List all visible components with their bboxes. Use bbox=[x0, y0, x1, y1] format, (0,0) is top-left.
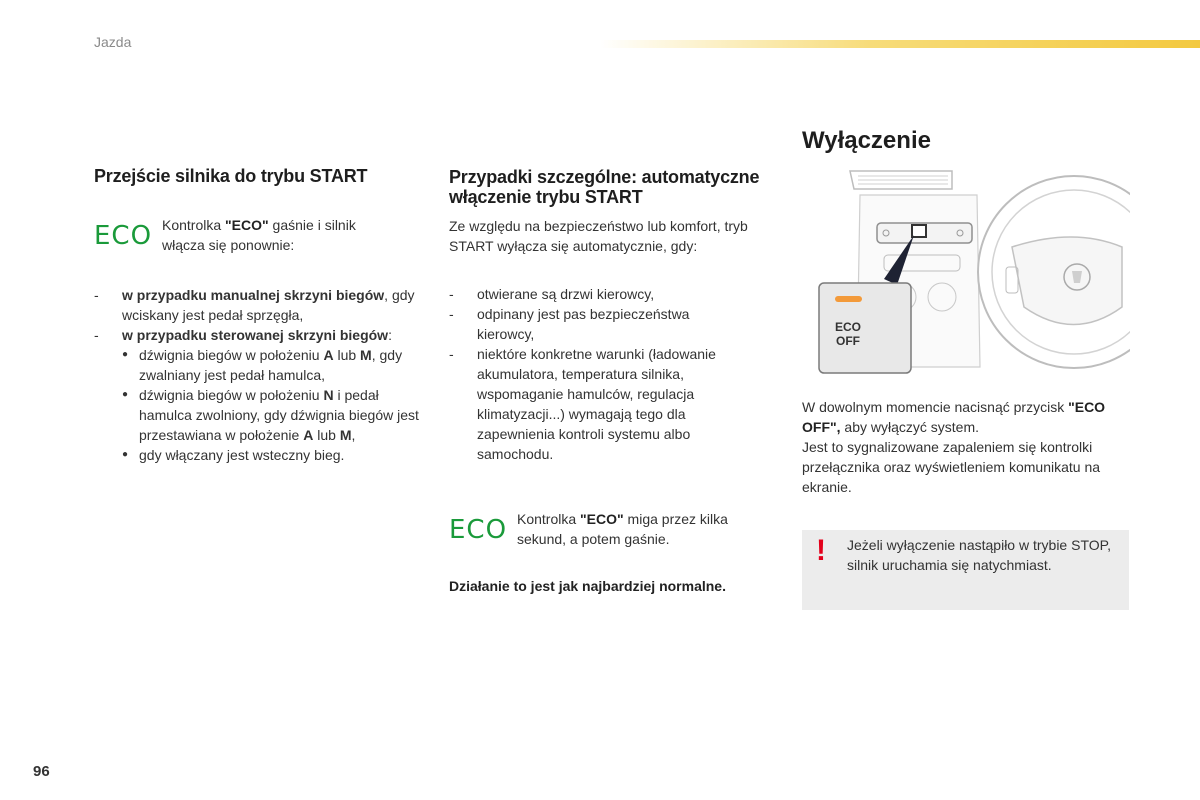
eco-off-label-top: ECO bbox=[834, 320, 862, 334]
eco-indicator-icon: ECO bbox=[449, 515, 508, 545]
normal-operation-note: Działanie to jest jak najbardziej normalne. bbox=[449, 578, 726, 594]
special-cases-list bbox=[449, 284, 749, 464]
list-item: - otwierane są drzwi kierowcy, bbox=[449, 284, 749, 304]
list-item: - niektóre konkretne warunki (ładowanie akumulatora, temperatura silnika, wspomaganie hamulców, regulacja klimatyzacji...) wymagają tego dla zapewnienia kontroli systemu albo samochodu. bbox=[449, 344, 749, 464]
page-number: 96 bbox=[33, 763, 50, 780]
eco-blink-text: Kontrolka "ECO" miga przez kilka sekund, a potem gaśnie. bbox=[517, 511, 728, 547]
eco-indicator-text: Kontrolka "ECO" gaśnie i silnik włącza się ponownie: bbox=[162, 217, 356, 253]
list-item: ● gdy włączany jest wsteczny bieg. bbox=[122, 445, 424, 465]
eco-off-description: Jest to sygnalizowane zapaleniem się kontrolki przełącznika oraz wyświetleniem komunikatu na ekranie. bbox=[802, 439, 1101, 495]
warning-box bbox=[802, 530, 1129, 610]
list-item: ● dźwignia biegów w położeniu A lub M, gdy zwalniany jest pedał hamulca, bbox=[122, 345, 424, 385]
list-item: - w przypadku manualnej skrzyni biegów, gdy wciskany jest pedał sprzęgła, bbox=[94, 285, 424, 325]
start-mode-title: Przejście silnika do trybu START bbox=[94, 166, 368, 186]
eco-indicator-icon: ECO bbox=[94, 221, 153, 251]
warning-text: Jeżeli wyłączenie nastąpiło w trybie STOP, silnik uruchamia się natychmiast. bbox=[847, 537, 1112, 573]
warning-exclamation-icon: ! bbox=[816, 534, 826, 567]
dashboard-illustration bbox=[802, 167, 1130, 377]
section-header: Jazda bbox=[94, 34, 132, 50]
eco-off-instruction: W dowolnym momencie nacisnąć przycisk "ECO OFF", aby wyłączyć system. bbox=[802, 399, 1106, 435]
list-item: - odpinany jest pas bezpieczeństwa kierowcy, bbox=[449, 304, 749, 344]
list-item: - w przypadku sterowanej skrzyni biegów: ● dźwignia biegów w położeniu A lub M, gdy zwalniany jest pedał hamulca, ● dźwignia biegów w położeniu N i pedał hamulca zwolniony, gdy dźwignia biegów jest przestawiana w położenie A lub M, ● gdy włączany jest wsteczny bieg. bbox=[94, 325, 424, 465]
special-cases-intro: Ze względu na bezpieczeństwo lub komfort, tryb START wyłącza się automatycznie, gdy: bbox=[449, 218, 748, 254]
header-accent-bar bbox=[600, 40, 1200, 48]
list-item: ● dźwignia biegów w położeniu N i pedał hamulca zwolniony, gdy dźwignia biegów jest przestawiana w położenie A lub M, bbox=[122, 385, 424, 445]
deactivation-title: Wyłączenie bbox=[802, 127, 931, 154]
eco-off-label-bottom: OFF bbox=[836, 334, 860, 348]
sub-conditions-list bbox=[122, 345, 424, 465]
special-cases-title: Przypadki szczególne: automatyczne włączenie trybu START bbox=[449, 167, 760, 207]
start-conditions-list bbox=[94, 285, 424, 465]
